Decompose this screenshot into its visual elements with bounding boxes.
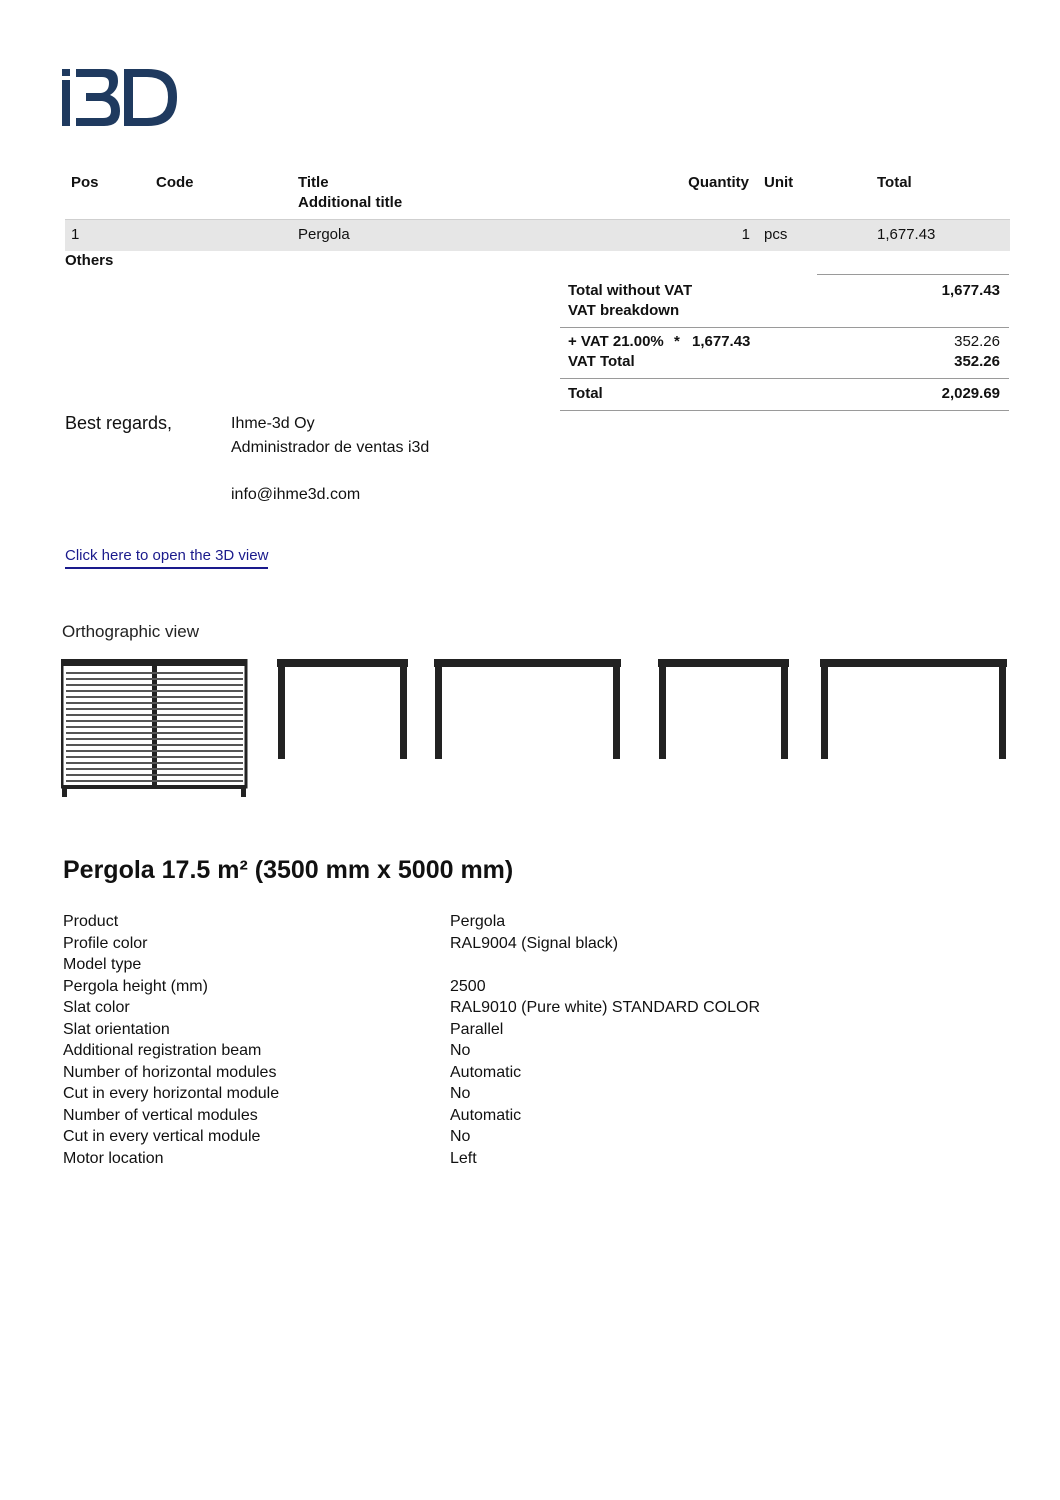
row-total: 1,677.43 [877, 226, 936, 243]
spec-value: Left [450, 1149, 477, 1167]
divider [560, 410, 1009, 411]
spec-value: No [450, 1128, 471, 1145]
spec-row [63, 1040, 963, 1062]
side-view-icon [820, 659, 1008, 766]
spec-label: Model type [63, 956, 142, 973]
spec-label: Cut in every vertical module [63, 1128, 261, 1145]
spec-value: No [450, 1042, 471, 1059]
vat-line-label: + VAT 21.00% [568, 333, 664, 350]
spec-label: Motor location [63, 1149, 164, 1167]
divider [817, 274, 1009, 275]
col-header-unit: Unit [764, 174, 794, 191]
col-header-additional-title: Additional title [298, 194, 403, 211]
spec-list [63, 911, 963, 1169]
spec-label: Number of vertical modules [63, 1106, 258, 1124]
row-quantity: 1 [741, 226, 750, 243]
spec-label: Slat color [63, 999, 130, 1016]
group-label: Others [65, 252, 114, 269]
signature-role: Administrador de ventas i3d [231, 439, 430, 456]
grand-total-value: 2,029.69 [941, 385, 1000, 402]
spec-row [63, 1083, 963, 1105]
spec-row [63, 976, 963, 998]
divider [560, 378, 1009, 379]
product-heading: Pergola 17.5 m² (3500 mm x 5000 mm) [63, 856, 514, 884]
col-header-code: Code [156, 174, 194, 191]
back-view-icon [658, 659, 790, 766]
spec-row [63, 1126, 963, 1148]
row-title: Pergola [298, 226, 350, 243]
signature-company: Ihme-3d Oy [231, 415, 315, 432]
spec-label: Slat orientation [63, 1020, 170, 1038]
spec-value: RAL9004 (Signal black) [450, 934, 619, 952]
spec-label: Number of horizontal modules [63, 1063, 277, 1081]
spec-row [63, 997, 963, 1019]
spec-value: Automatic [450, 1106, 522, 1124]
i3d-logo-icon [62, 66, 178, 128]
spec-row [63, 911, 963, 933]
spec-row [63, 1105, 963, 1127]
front-view-icon [277, 659, 409, 766]
row-unit: pcs [764, 226, 788, 243]
vat-total-value: 352.26 [954, 353, 1000, 370]
signature-email[interactable]: info@ihme3d.com [231, 486, 361, 503]
table-row [65, 219, 1010, 251]
spec-row [63, 933, 963, 955]
spec-value: Pergola [450, 913, 506, 930]
side-view-icon [434, 659, 622, 766]
open-3d-view-link[interactable]: Click here to open the 3D view [65, 546, 268, 569]
col-header-total: Total [877, 174, 912, 191]
top-view-icon [61, 659, 248, 804]
spec-value: 2500 [450, 977, 486, 995]
spec-label: Pergola height (mm) [63, 977, 208, 995]
spec-row [63, 1148, 963, 1170]
grand-total-label: Total [568, 385, 603, 402]
vat-line-star: * [674, 333, 680, 350]
vat-line-value: 352.26 [954, 333, 1000, 350]
spec-value: Parallel [450, 1020, 504, 1038]
total-without-vat-label: Total without VAT [568, 282, 693, 299]
spec-value: Automatic [450, 1063, 522, 1081]
spec-label: Additional registration beam [63, 1042, 262, 1059]
spec-row [63, 1019, 963, 1041]
spec-label: Cut in every horizontal module [63, 1085, 280, 1102]
vat-total-label: VAT Total [568, 353, 635, 370]
orthographic-view-title: Orthographic view [62, 622, 200, 641]
spec-row [63, 1062, 963, 1084]
divider [560, 327, 1009, 328]
vat-line-base: 1,677.43 [692, 333, 751, 350]
spec-row [63, 954, 963, 976]
spec-value: No [450, 1085, 471, 1102]
col-header-pos: Pos [71, 174, 99, 191]
spec-value: RAL9010 (Pure white) STANDARD COLOR [450, 999, 761, 1016]
vat-breakdown-label: VAT breakdown [568, 302, 680, 319]
row-pos: 1 [71, 226, 80, 243]
col-header-quantity: Quantity [688, 174, 749, 191]
spec-label: Product [63, 913, 119, 930]
spec-label: Profile color [63, 934, 148, 952]
col-header-title: Title [298, 174, 329, 191]
total-without-vat-value: 1,677.43 [941, 282, 1000, 299]
company-logo [62, 66, 178, 128]
greeting: Best regards, [65, 413, 173, 433]
